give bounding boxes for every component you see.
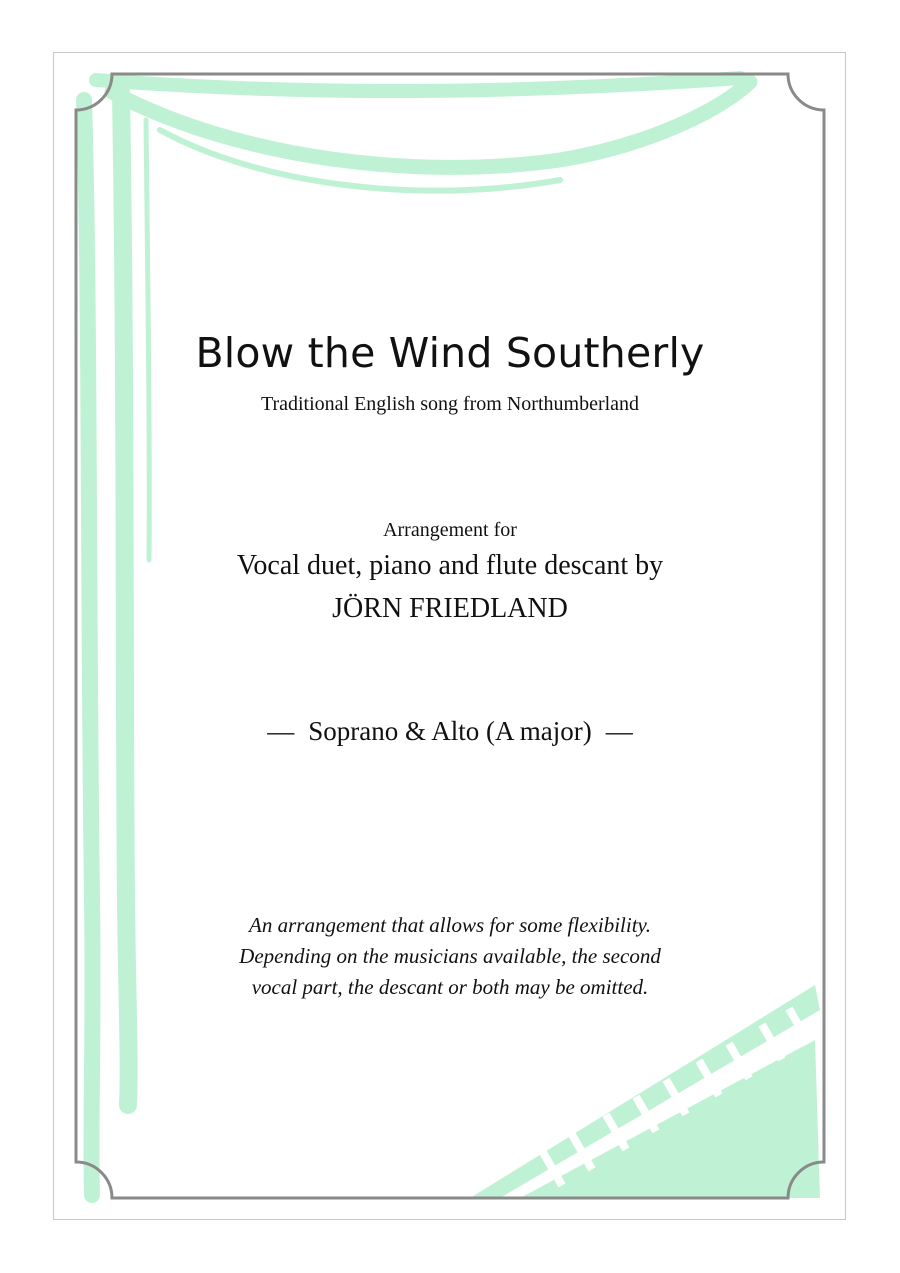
voicing-dash-right: —: [605, 716, 633, 746]
note-line: Depending on the musicians available, the second: [239, 944, 661, 968]
voicing-label: Soprano & Alto (A major): [308, 716, 592, 746]
arrangement-intro: Arrangement for: [383, 519, 517, 541]
instrumentation: Vocal duet, piano and flute descant by: [236, 550, 664, 581]
song-title: Blow the Wind Southerly: [195, 329, 705, 377]
curtain-decoration: [84, 78, 750, 1195]
voicing-dash-left: —: [267, 716, 295, 746]
piano-keyboard-decoration: [470, 985, 820, 1198]
song-subtitle: Traditional English song from Northumberland: [260, 393, 640, 415]
arrangement-note: [150, 910, 750, 1003]
voicing-line: [150, 711, 750, 751]
note-line: An arrangement that allows for some flexibility.: [249, 913, 651, 937]
ornamental-border: [76, 74, 824, 1198]
arranger-name: JÖRN FRIEDLAND: [332, 593, 568, 624]
note-line: vocal part, the descant or both may be omitted.: [251, 975, 649, 999]
